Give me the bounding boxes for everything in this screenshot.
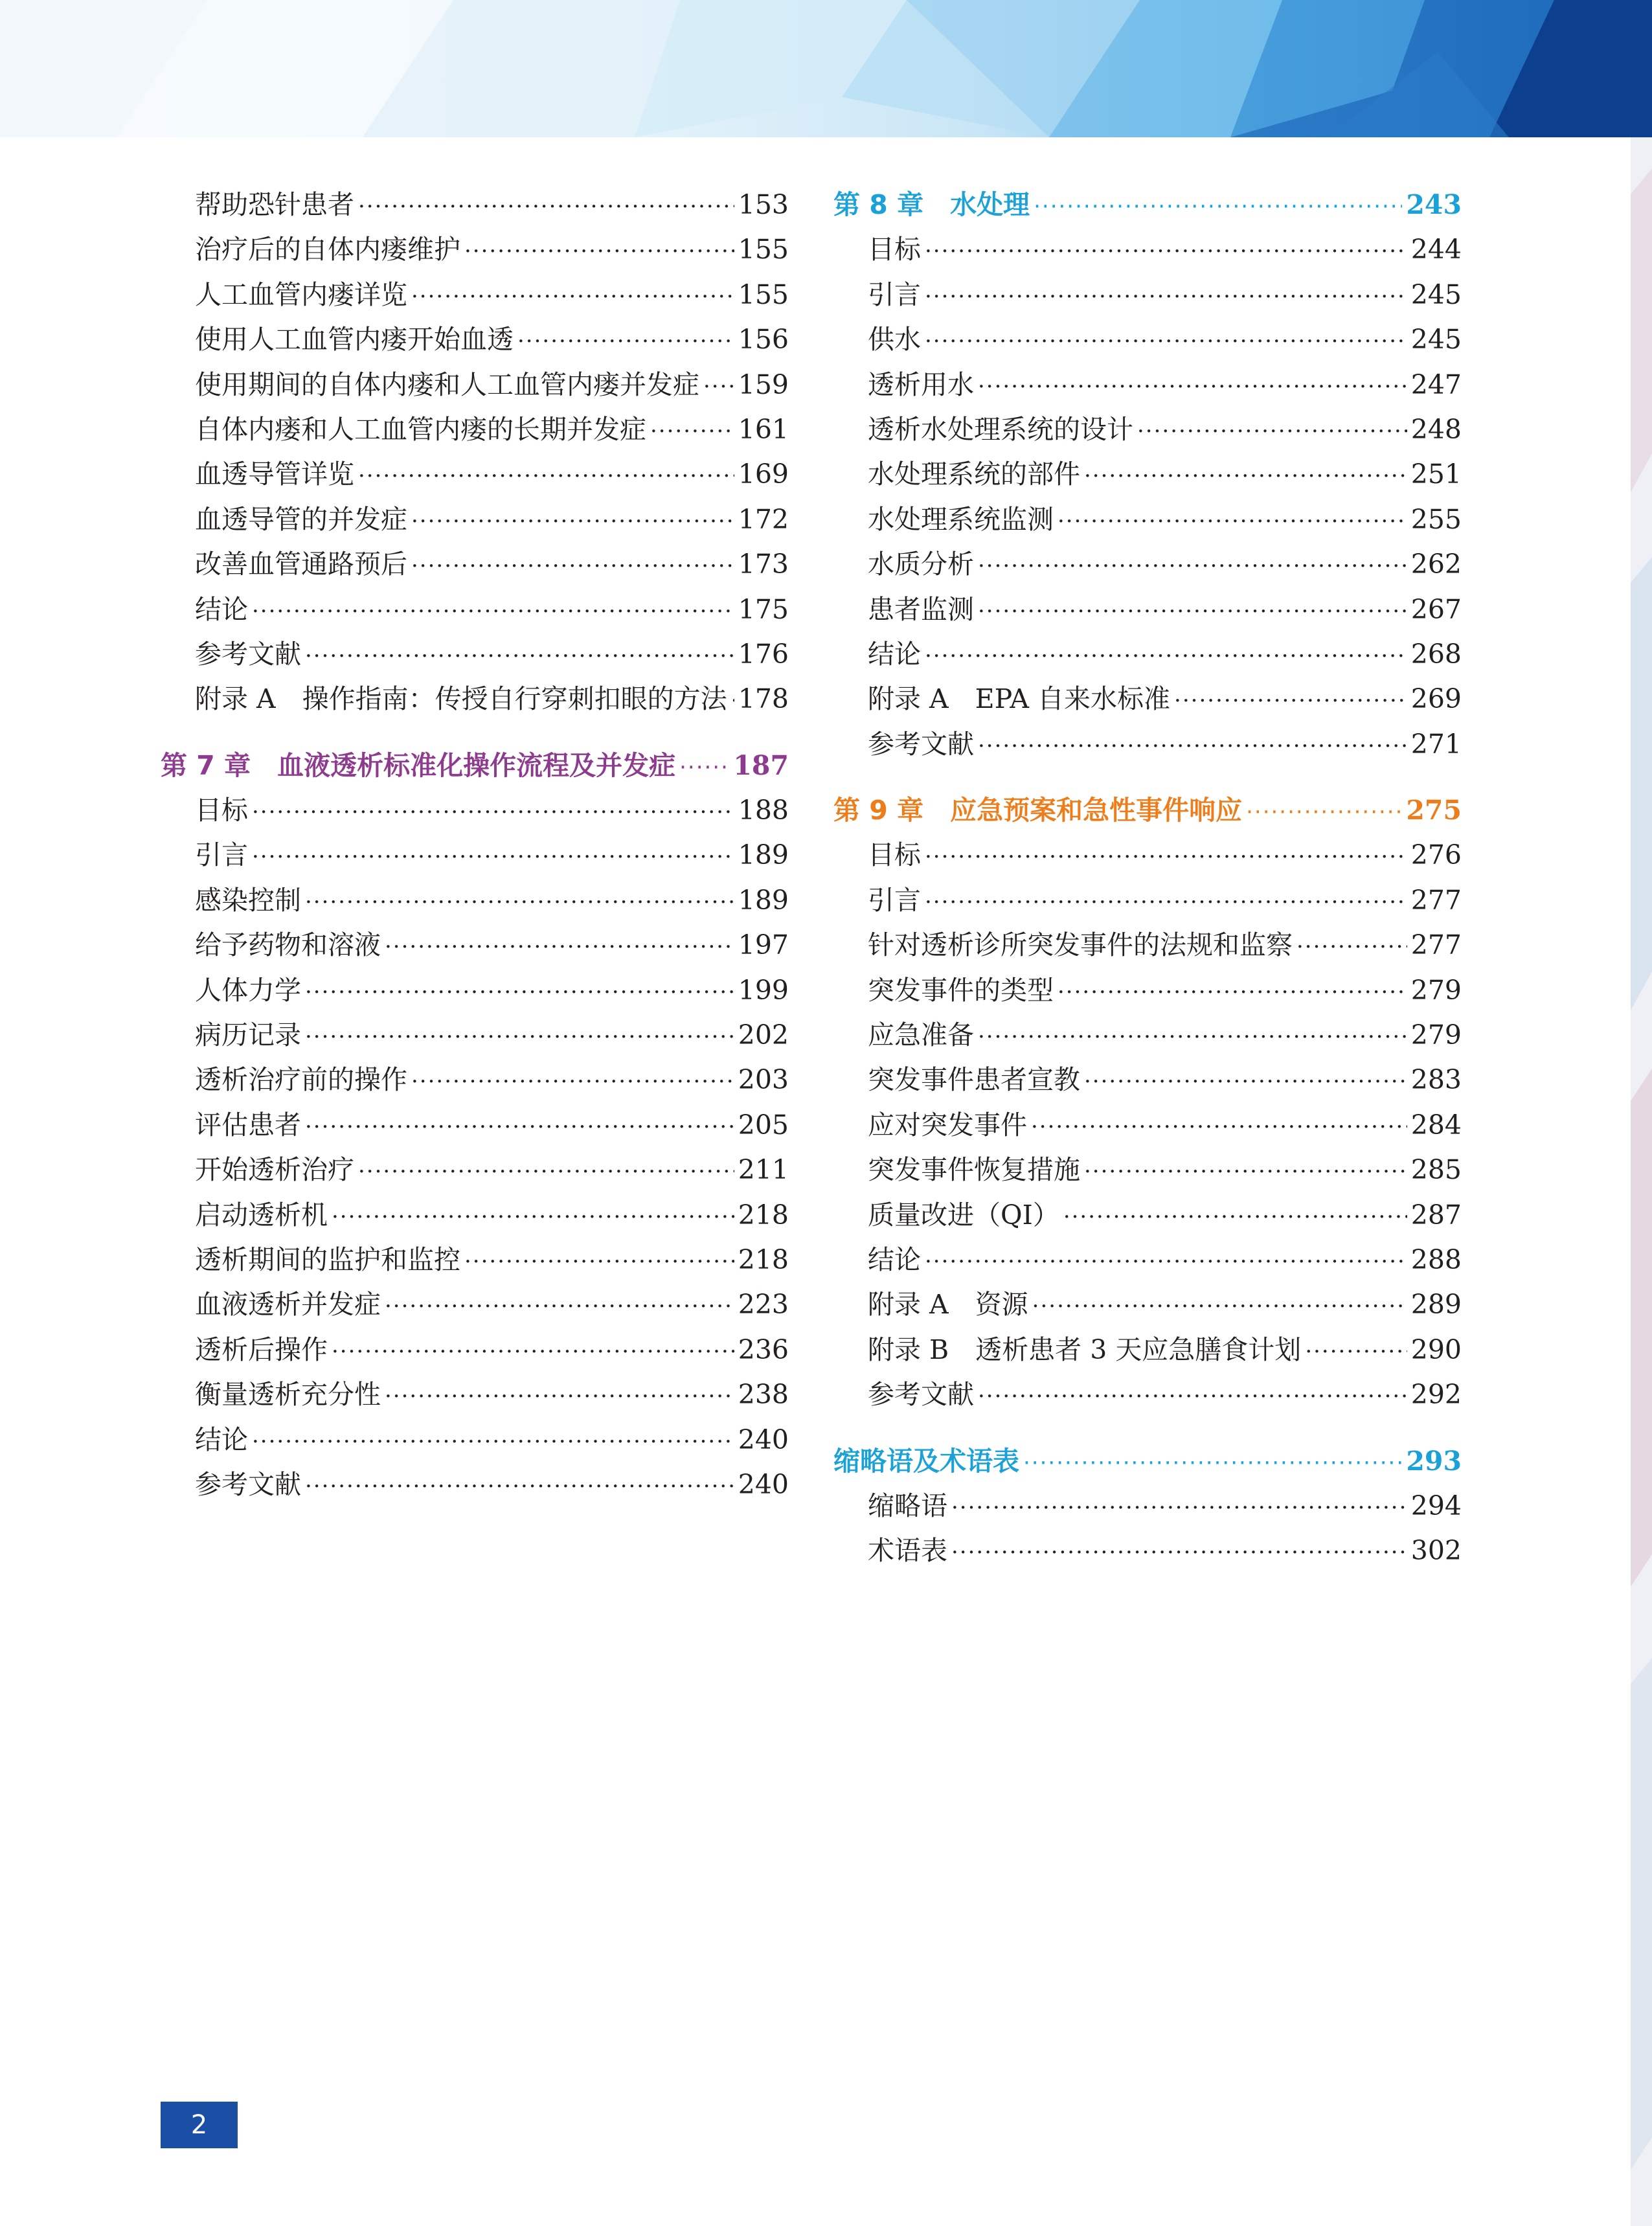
toc-entry[interactable] [833, 1013, 1462, 1058]
toc-entry-page: 172 [738, 503, 789, 535]
leader-dots [332, 1330, 734, 1374]
toc-entry-page: 268 [1410, 638, 1462, 670]
toc-entry[interactable] [161, 1418, 789, 1462]
chapter-title: 缩略语及术语表 [833, 1445, 1019, 1477]
toc-entry[interactable] [161, 452, 789, 497]
toc-entry-page: 279 [1410, 974, 1462, 1006]
toc-entry-title: 目标 [195, 795, 248, 826]
toc-entry-page: 211 [738, 1154, 789, 1186]
toc-entry-page: 277 [1410, 929, 1462, 961]
toc-entry-page: 247 [1410, 369, 1462, 400]
leader-dots [411, 499, 734, 544]
toc-entry-page: 276 [1410, 839, 1462, 871]
toc-entry-title: 引言 [868, 278, 921, 310]
leader-dots [358, 185, 734, 229]
toc-entry[interactable] [833, 878, 1462, 923]
toc-entry[interactable] [833, 1103, 1462, 1148]
toc-entry-title: 结论 [868, 638, 921, 670]
page-number: 2 [161, 2102, 238, 2148]
toc-entry[interactable] [161, 968, 789, 1013]
toc-entry-page: 205 [738, 1109, 789, 1141]
toc-entry-page: 248 [1410, 413, 1462, 445]
toc-entry-page: 289 [1410, 1289, 1462, 1321]
leader-dots [925, 880, 1407, 925]
leader-dots [978, 1015, 1407, 1060]
leader-dots [925, 319, 1407, 364]
leader-dots [305, 1464, 734, 1509]
toc-entry-title: 参考文献 [195, 638, 301, 670]
toc-entry-title: 病历记录 [195, 1019, 301, 1051]
leader-dots [925, 1240, 1407, 1284]
toc-entry-page: 173 [738, 549, 789, 580]
toc-entry-title: 突发事件恢复措施 [868, 1154, 1080, 1186]
leader-dots [358, 454, 734, 499]
toc-entry[interactable] [161, 677, 789, 721]
toc-entry-title: 人体力学 [195, 974, 301, 1006]
toc-entry-page: 285 [1410, 1154, 1462, 1186]
toc-entry[interactable] [833, 722, 1462, 767]
toc-entry-title: 血液透析并发症 [195, 1289, 381, 1321]
leader-dots [1084, 1150, 1407, 1194]
toc-entry-page: 218 [738, 1244, 789, 1275]
toc-entry[interactable] [161, 833, 789, 878]
toc-entry-page: 155 [738, 234, 789, 266]
leader-dots [358, 1150, 734, 1194]
toc-entry-title: 附录 A 资源 [868, 1289, 1028, 1321]
leader-dots [1023, 1441, 1402, 1486]
toc-entry-page: 244 [1410, 234, 1462, 266]
leader-dots [925, 275, 1407, 319]
toc-entry-page: 156 [738, 324, 789, 356]
leader-dots [305, 880, 734, 925]
leader-dots [252, 1420, 734, 1464]
toc-entry[interactable] [833, 273, 1462, 317]
leader-dots [925, 835, 1407, 880]
leader-dots [978, 1374, 1407, 1419]
glossary-heading[interactable] [833, 1439, 1462, 1484]
toc-entry-page: 240 [738, 1424, 789, 1455]
toc-entry-page: 218 [738, 1199, 789, 1231]
toc-entry-page: 155 [738, 278, 789, 310]
toc-entry-title: 给予药物和溶液 [195, 929, 381, 961]
toc-entry[interactable] [161, 317, 789, 362]
toc-entry[interactable] [833, 452, 1462, 497]
leader-dots [305, 634, 734, 679]
leader-dots [305, 1105, 734, 1150]
toc-entry-page: 199 [738, 974, 789, 1006]
leader-dots [978, 544, 1407, 589]
toc-entry-title: 引言 [195, 839, 248, 871]
toc-entry[interactable] [161, 1193, 789, 1238]
toc-entry-title: 血透导管的并发症 [195, 503, 407, 535]
toc-entry-title: 使用期间的自体内瘘和人工血管内瘘并发症 [195, 369, 699, 400]
toc-entry-title: 供水 [868, 324, 921, 356]
toc-entry[interactable] [161, 923, 789, 968]
leader-dots [252, 835, 734, 880]
toc-entry-page: 251 [1410, 459, 1462, 490]
chapter-page: 187 [733, 749, 789, 781]
toc-entry[interactable] [833, 1372, 1462, 1417]
toc-entry-page: 161 [738, 413, 789, 445]
toc-entry-title: 感染控制 [195, 884, 301, 916]
toc-entry-page: 169 [738, 459, 789, 490]
toc-entry-title: 改善血管通路预后 [195, 549, 407, 580]
toc-entry-page: 236 [738, 1334, 789, 1365]
toc-entry[interactable] [833, 1193, 1462, 1238]
toc-entry[interactable] [833, 497, 1462, 542]
toc-entry-page: 240 [738, 1468, 789, 1500]
toc-entry[interactable] [161, 363, 789, 407]
toc-entry-title: 透析治疗前的操作 [195, 1064, 407, 1096]
toc-entry[interactable] [161, 1058, 789, 1102]
toc-entry-page: 271 [1410, 728, 1462, 760]
toc-entry-title: 水处理系统的部件 [868, 459, 1080, 490]
toc-entry-title: 评估患者 [195, 1109, 301, 1141]
toc-entry[interactable] [161, 1328, 789, 1372]
toc-entry-title: 透析用水 [868, 369, 974, 400]
toc-entry[interactable] [833, 542, 1462, 587]
leader-dots [385, 1374, 734, 1419]
leader-dots [517, 319, 734, 364]
toc-entry[interactable] [833, 1484, 1462, 1528]
toc-entry-title: 应对突发事件 [868, 1109, 1027, 1141]
chapter-title: 第 9 章 应急预案和急性事件响应 [833, 795, 1243, 826]
chapter-page: 243 [1406, 189, 1462, 220]
edge-decoration [1631, 0, 1652, 2226]
leader-dots [252, 589, 734, 634]
toc-entry-title: 目标 [868, 234, 921, 266]
toc-entry[interactable] [161, 632, 789, 677]
toc-entry[interactable] [161, 1013, 789, 1058]
toc-entry-title: 突发事件患者宣教 [868, 1064, 1080, 1096]
toc-entry[interactable] [161, 1282, 789, 1327]
leader-dots [464, 1240, 734, 1284]
toc-entry[interactable] [833, 677, 1462, 721]
leader-dots [385, 925, 734, 970]
toc-entry[interactable] [833, 923, 1462, 968]
toc-entry-title: 缩略语 [868, 1490, 947, 1521]
toc-entry-page: 287 [1410, 1199, 1462, 1231]
toc-entry-page: 176 [738, 638, 789, 670]
toc-entry-page: 294 [1410, 1490, 1462, 1521]
toc-entry[interactable] [161, 587, 789, 632]
toc-entry-title: 附录 B 透析患者 3 天应急膳食计划 [868, 1334, 1302, 1365]
leader-dots [951, 1530, 1407, 1575]
leader-dots [305, 970, 734, 1015]
chapter-page: 293 [1406, 1445, 1462, 1477]
toc-entry[interactable] [833, 968, 1462, 1013]
leader-dots [411, 544, 734, 589]
toc-entry[interactable] [833, 833, 1462, 878]
toc-entry-page: 267 [1410, 593, 1462, 625]
leader-dots [1058, 499, 1407, 544]
toc-entry-page: 245 [1410, 324, 1462, 356]
toc-entry[interactable] [161, 788, 789, 833]
toc-entry-page: 255 [1410, 503, 1462, 535]
toc-entry-page: 189 [738, 884, 789, 916]
toc-entry[interactable] [833, 587, 1462, 632]
leader-dots [650, 409, 734, 454]
toc-entry-page: 189 [738, 839, 789, 871]
leader-dots [1031, 1105, 1407, 1150]
toc-entry-title: 启动透析机 [195, 1199, 328, 1231]
leader-dots [332, 1195, 734, 1240]
toc-entry[interactable] [161, 1103, 789, 1148]
toc-entry-page: 288 [1410, 1244, 1462, 1275]
toc-entry-title: 患者监测 [868, 593, 974, 625]
header-banner [0, 0, 1631, 137]
leader-dots [252, 790, 734, 835]
leader-dots [385, 1284, 734, 1329]
toc-entry-title: 自体内瘘和人工血管内瘘的长期并发症 [195, 413, 646, 445]
toc-entry-title: 透析后操作 [195, 1334, 328, 1365]
toc-entry-page: 223 [738, 1289, 789, 1321]
leader-dots [731, 679, 734, 723]
toc-entry[interactable] [161, 1148, 789, 1192]
toc-entry[interactable] [833, 1528, 1462, 1573]
toc-entry-page: 188 [738, 795, 789, 826]
leader-dots [1058, 970, 1407, 1015]
toc-entry[interactable] [161, 1372, 789, 1417]
leader-dots [305, 1015, 734, 1060]
toc-entry-title: 附录 A 操作指南：传授自行穿刺扣眼的方法 [195, 683, 727, 715]
leader-dots [411, 275, 734, 319]
toc-left-column [161, 183, 789, 1507]
leader-dots [978, 724, 1407, 769]
toc-entry-page: 197 [738, 929, 789, 961]
toc-entry-page: 159 [738, 369, 789, 400]
toc-entry-title: 人工血管内瘘详览 [195, 278, 407, 310]
leader-dots [679, 745, 729, 790]
leader-dots [951, 1486, 1407, 1530]
toc-entry[interactable] [833, 632, 1462, 677]
chapter-8-heading[interactable] [833, 183, 1462, 227]
toc-right-column [833, 183, 1462, 1574]
toc-entry-page: 277 [1410, 884, 1462, 916]
toc-entry-page: 262 [1410, 549, 1462, 580]
chapter-9-heading[interactable] [833, 788, 1462, 833]
toc-entry-page: 269 [1410, 683, 1462, 715]
toc-entry-page: 238 [738, 1379, 789, 1411]
toc-entry-page: 202 [738, 1019, 789, 1051]
leader-dots [1034, 185, 1402, 229]
toc-entry-title: 治疗后的自体内瘘维护 [195, 234, 460, 266]
leader-dots [1137, 409, 1407, 454]
toc-entry-page: 203 [738, 1064, 789, 1096]
toc-entry-title: 水处理系统监测 [868, 503, 1054, 535]
leader-dots [703, 365, 734, 409]
leader-dots [1032, 1284, 1407, 1329]
toc-entry-title: 透析期间的监护和监控 [195, 1244, 460, 1275]
toc-entry-page: 302 [1410, 1535, 1462, 1567]
chapter-title: 第 7 章 血液透析标准化操作流程及并发症 [161, 749, 676, 781]
toc-entry-page: 283 [1410, 1064, 1462, 1096]
edge-decoration-graphic [1631, 0, 1652, 2226]
toc-entry-title: 质量改进（QI） [868, 1199, 1059, 1231]
toc-entry[interactable] [161, 1238, 789, 1282]
leader-dots [1246, 790, 1402, 835]
toc-entry[interactable] [161, 183, 789, 227]
toc-entry[interactable] [833, 1148, 1462, 1192]
leader-dots [978, 589, 1407, 634]
leader-dots [925, 229, 1407, 274]
toc-entry-title: 引言 [868, 884, 921, 916]
toc-entry-page: 279 [1410, 1019, 1462, 1051]
toc-entry-title: 血透导管详览 [195, 459, 354, 490]
toc-entry-page: 175 [738, 593, 789, 625]
chapter-title: 第 8 章 水处理 [833, 189, 1030, 220]
toc-entry-title: 目标 [868, 839, 921, 871]
leader-dots [1305, 1330, 1407, 1374]
toc-entry[interactable] [833, 407, 1462, 452]
toc-entry-title: 参考文献 [868, 1379, 974, 1411]
leader-dots [411, 1060, 734, 1104]
header-banner-graphic [0, 0, 1631, 137]
leader-dots [1296, 925, 1407, 970]
toc-entry-title: 结论 [868, 1244, 921, 1275]
toc-entry[interactable] [161, 1462, 789, 1507]
toc-entry-title: 开始透析治疗 [195, 1154, 354, 1186]
toc-entry-title: 应急准备 [868, 1019, 974, 1051]
toc-entry-title: 帮助恐针患者 [195, 189, 354, 220]
toc-entry-title: 术语表 [868, 1535, 947, 1567]
chapter-7-heading[interactable] [161, 744, 789, 788]
toc-entry[interactable] [161, 407, 789, 452]
toc-entry-title: 针对透析诊所突发事件的法规和监察 [868, 929, 1293, 961]
toc-entry-title: 结论 [195, 1424, 248, 1455]
toc-entry-title: 突发事件的类型 [868, 974, 1054, 1006]
toc-entry[interactable] [161, 273, 789, 317]
toc-entry-page: 245 [1410, 278, 1462, 310]
leader-dots [464, 229, 734, 274]
toc-entry[interactable] [161, 227, 789, 272]
toc-entry[interactable] [833, 363, 1462, 407]
toc-entry-page: 292 [1410, 1379, 1462, 1411]
toc-entry-title: 参考文献 [195, 1468, 301, 1500]
toc-entry[interactable] [833, 1238, 1462, 1282]
toc-entry[interactable] [833, 1282, 1462, 1327]
leader-dots [1084, 454, 1407, 499]
toc-entry-page: 290 [1410, 1334, 1462, 1365]
toc-entry[interactable] [161, 497, 789, 542]
toc-entry[interactable] [833, 317, 1462, 362]
toc-entry-page: 178 [738, 683, 789, 715]
toc-entry-title: 参考文献 [868, 728, 974, 760]
toc-entry[interactable] [833, 1328, 1462, 1372]
toc-entry-title: 结论 [195, 593, 248, 625]
leader-dots [1174, 679, 1407, 723]
toc-entry[interactable] [161, 542, 789, 587]
toc-entry-title: 水质分析 [868, 549, 974, 580]
leader-dots [1084, 1060, 1407, 1104]
toc-entry-page: 153 [738, 189, 789, 220]
toc-entry-title: 衡量透析充分性 [195, 1379, 381, 1411]
toc-entry-title: 附录 A EPA 自来水标准 [868, 683, 1171, 715]
toc-entry[interactable] [161, 878, 789, 923]
toc-entry-title: 使用人工血管内瘘开始血透 [195, 324, 514, 356]
toc-entry[interactable] [833, 1058, 1462, 1102]
toc-entry-title: 透析水处理系统的设计 [868, 413, 1133, 445]
toc-entry-page: 284 [1410, 1109, 1462, 1141]
leader-dots [1063, 1195, 1407, 1240]
leader-dots [925, 634, 1407, 679]
leader-dots [978, 365, 1407, 409]
toc-entry[interactable] [833, 227, 1462, 272]
chapter-page: 275 [1406, 795, 1462, 826]
